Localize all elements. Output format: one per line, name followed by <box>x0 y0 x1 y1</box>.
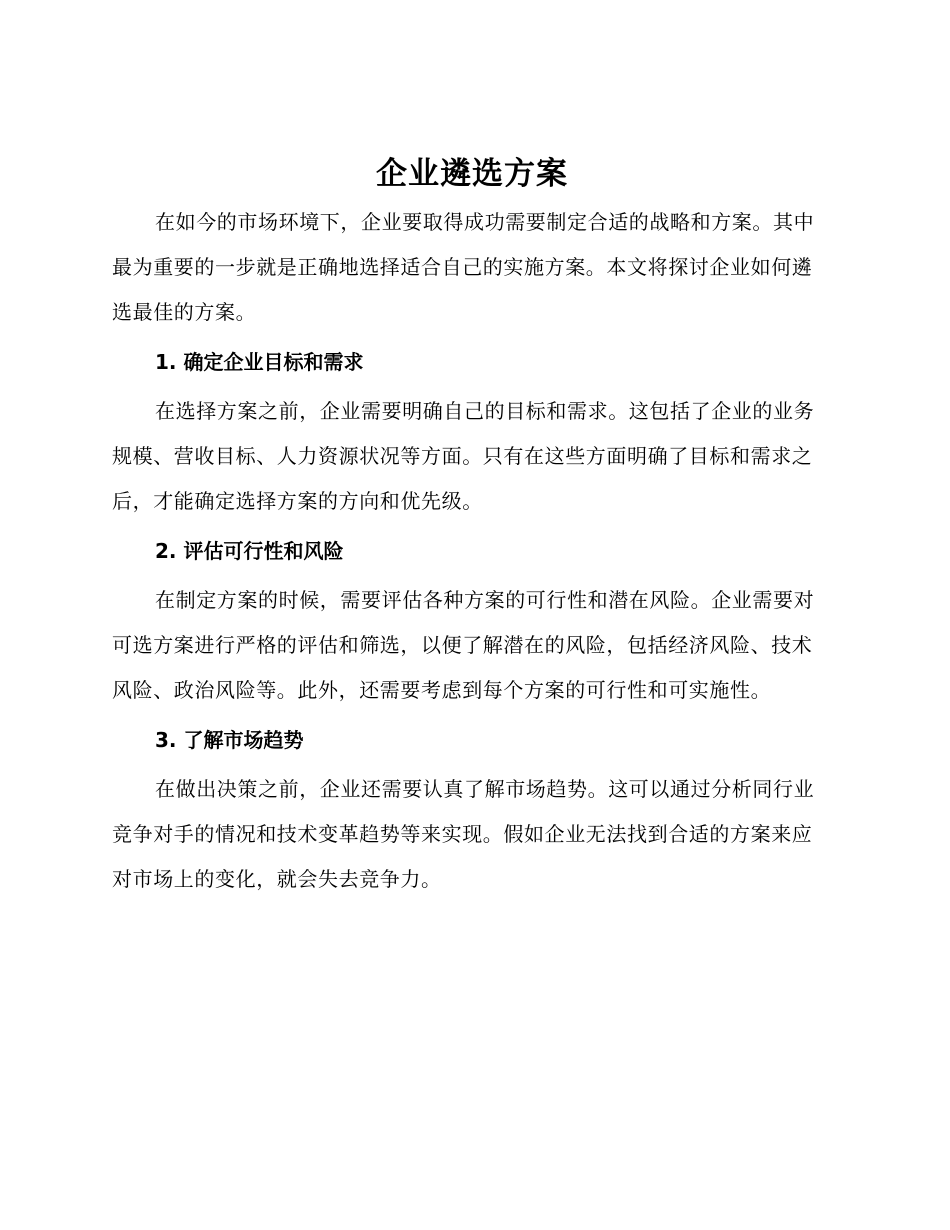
section-paragraph: 在做出决策之前，企业还需要认真了解市场趋势。这可以通过分析同行业竞争对手的情况和技术变革趋势等来实现。假如企业无法找到合适的方案来应对市场上的变化，就会失去竞争力。 <box>112 777 815 891</box>
section-paragraph: 在选择方案之前，企业需要明确自己的目标和需求。这包括了企业的业务规模、营收目标、人力资源状况等方面。只有在这些方面明确了目标和需求之后，才能确定选择方案的方向和优先级。 <box>112 399 815 513</box>
section-paragraph: 在制定方案的时候，需要评估各种方案的可行性和潜在风险。企业需要对可选方案进行严格的评估和筛选，以便了解潜在的风险，包括经济风险、技术风险、政治风险等。此外，还需要考虑到每个方案的可行性和可实施性。 <box>112 588 815 702</box>
section-heading: 2. 评估可行性和风险 <box>155 539 344 563</box>
document-page <box>112 148 832 902</box>
section-2 <box>112 534 832 713</box>
document-title: 企业遴选方案 <box>376 156 568 192</box>
section-heading: 3. 了解市场趋势 <box>155 728 304 752</box>
section-3 <box>112 723 832 902</box>
section-1 <box>112 345 832 524</box>
intro-paragraph: 在如今的市场环境下，企业要取得成功需要制定合适的战略和方案。其中最为重要的一步就是正确地选择适合自己的实施方案。本文将探讨企业如何遴选最佳的方案。 <box>112 210 815 324</box>
section-heading: 1. 确定企业目标和需求 <box>155 350 364 374</box>
